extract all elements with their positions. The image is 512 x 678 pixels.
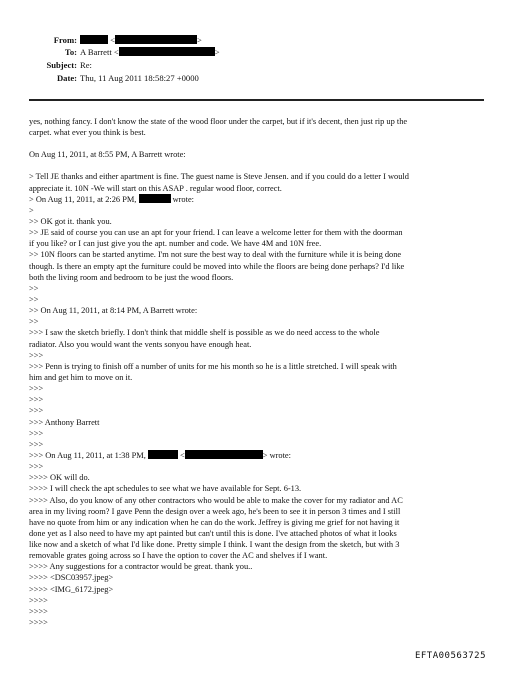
- redaction-block: [80, 35, 108, 44]
- body-line: >>: [29, 317, 39, 327]
- body-line: >>>> OK will do.: [29, 473, 90, 483]
- body-line: radiator. Also you would want the vents sonyou have enough heat.: [29, 339, 252, 349]
- paragraph-gap: [29, 138, 487, 149]
- body-line: though. Is there an empty apt the furniture could be moved into while the floors are being done perhaps? I'd like: [29, 261, 405, 271]
- message-body: [29, 116, 487, 628]
- header-to: [0, 46, 512, 58]
- body-line: carpet. what ever you think is best.: [29, 128, 146, 138]
- body-line: appreciate it. 10N -We will start on this ASAP . regular wood floor, correct.: [29, 183, 282, 193]
- header-subject: [0, 59, 512, 71]
- body-line: >>>: [29, 384, 44, 394]
- from-label: From:: [53, 35, 77, 45]
- body-line: >>: [29, 283, 39, 293]
- date-value: Thu, 11 Aug 2011 18:58:27 +0000: [80, 73, 199, 83]
- body-line: >>> Anthony Barrett: [29, 417, 100, 427]
- body-line: him and get him to move on it.: [29, 372, 133, 382]
- body-line: have no quote from him or any indication when he can do the work. Jeffrey is giving me grief for not having it: [29, 517, 400, 527]
- body-line: >>>: [29, 462, 44, 472]
- body-line: >>>: [29, 406, 44, 416]
- body-line: >> JE said of course you can use an apt for your friend. I can leave a welcome letter for them with the doorman: [29, 228, 403, 238]
- attachment-ref: >>>> <IMG_6172.jpeg>: [29, 584, 114, 594]
- body-line: area in my living room? I gave Penn the design over a week ago, he's been to see it in person 3 times and I still: [29, 506, 401, 516]
- body-line: >>>>: [29, 595, 48, 605]
- body-line: like now and a sketch of what I'd like done. Pretty simple I think. I want the design from the sketch, but with 3: [29, 540, 400, 550]
- body-line: >: [29, 205, 34, 215]
- to-label: To:: [64, 47, 77, 57]
- body-line: >> OK got it. thank you.: [29, 216, 112, 226]
- body-line: both the living room and bedroom to be just the wood floors.: [29, 272, 234, 282]
- header-from: [0, 34, 512, 46]
- body-line: >>> Penn is trying to finish off a number of units for me his month so he is a little stretched. I will speak with: [29, 361, 397, 371]
- from-value: < >: [80, 34, 202, 46]
- body-line: >>>> Also, do you know of any other contractors who would be able to make the cover for my radiator and AC: [29, 495, 403, 505]
- body-line: >>>: [29, 395, 44, 405]
- subject-label: Subject:: [46, 60, 77, 70]
- document-id: EFTA00563725: [414, 651, 486, 661]
- header-divider: [29, 99, 484, 101]
- body-line: >>>>: [29, 606, 48, 616]
- body-line: if you like? or I can just give you the apt. number and code. We have 4M and 10N free.: [29, 239, 322, 249]
- body-line: On Aug 11, 2011, at 8:55 PM, A Barrett wrote:: [29, 150, 186, 160]
- body-line: done yet as I also need to have my apt painted but can't until this is done. I've attached photos of what it looks: [29, 528, 397, 538]
- body-line: >>> I saw the sketch briefly. I don't think that middle shelf is possible as we do need access to the whole: [29, 328, 380, 338]
- body-line: >>>: [29, 439, 44, 449]
- redaction-block: [139, 194, 171, 203]
- subject-value: Re:: [80, 60, 92, 70]
- body-line: >> On Aug 11, 2011, at 8:14 PM, A Barrett wrote:: [29, 306, 198, 316]
- body-line: >>> On Aug 11, 2011, at 1:38 PM, < > wrote:: [29, 450, 291, 460]
- paragraph-gap: [29, 160, 487, 171]
- body-line: yes, nothing fancy. I don't know the state of the wood floor under the carpet, but if it's decent, then just rip up the: [29, 117, 408, 126]
- redaction-block: [119, 47, 215, 56]
- redaction-block: [115, 35, 197, 44]
- body-line: >>: [29, 294, 39, 304]
- redaction-block: [148, 450, 178, 459]
- body-line: > On Aug 11, 2011, at 2:26 PM, wrote:: [29, 194, 194, 204]
- date-label: Date:: [56, 73, 77, 83]
- body-line: >>>> Any suggestions for a contractor would be great. thank you..: [29, 562, 253, 572]
- header-date: [0, 72, 512, 84]
- body-line: removable grates going across so I have the option to cover the AC and shelves if I want.: [29, 551, 328, 561]
- redaction-block: [185, 450, 263, 459]
- body-line: >>>: [29, 428, 44, 438]
- to-value: A Barrett < >: [80, 47, 220, 57]
- body-line: >>>>: [29, 618, 48, 628]
- body-line: >>>: [29, 350, 44, 360]
- body-line: > Tell JE thanks and either apartment is fine. The guest name is Steve Jensen. and if you could do a letter I would: [29, 172, 409, 182]
- attachment-ref: >>>> <DSC03957.jpeg>: [29, 573, 114, 583]
- body-line: >> 10N floors can be started anytime. I'm not sure the best way to deal with the furniture while it is being done: [29, 250, 402, 260]
- body-line: >>>> I will check the apt schedules to see what we have available for Sept. 6-13.: [29, 484, 302, 494]
